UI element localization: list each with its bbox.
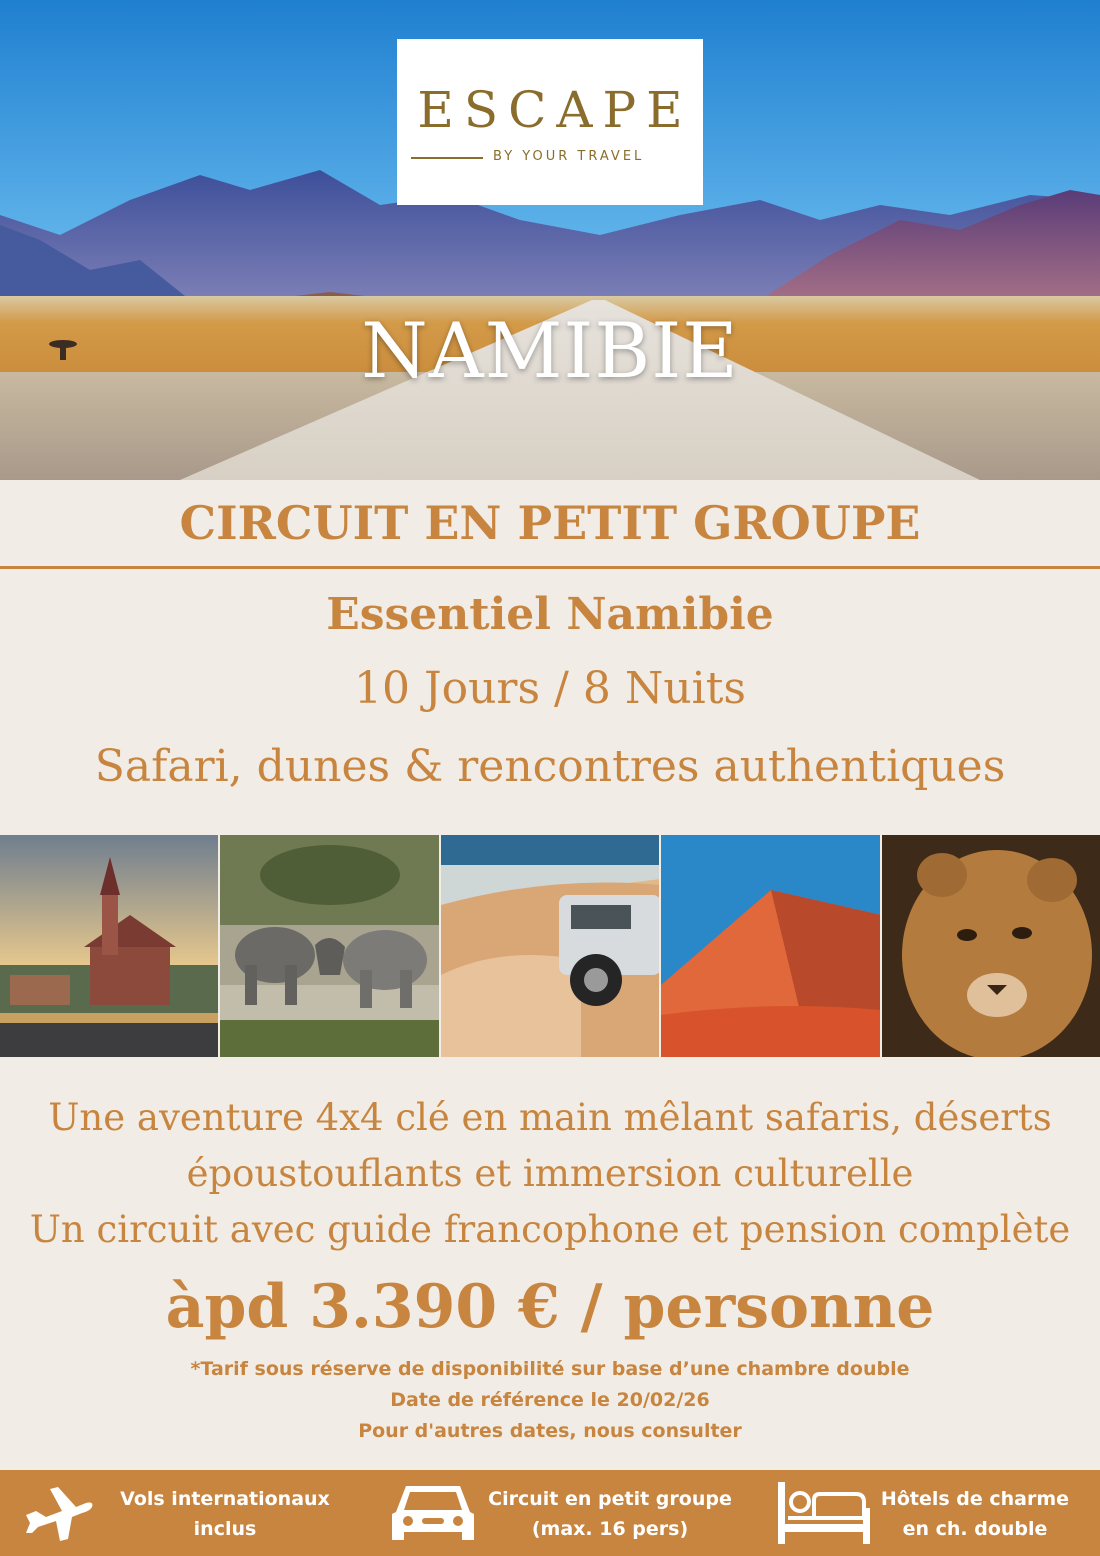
car-icon [388,1478,478,1554]
trip-name: Essentiel Namibie [326,589,774,640]
photo-strip [0,835,1100,1057]
logo-tagline: BY YOUR TRAVEL [493,149,645,164]
description-line-3: Un circuit avec guide francophone et pension complète [29,1208,1071,1251]
description-line-2: époustouflants et immersion culturelle [186,1152,914,1195]
feature-flights [0,1470,360,1556]
airplane-icon [22,1481,94,1549]
price-note-reference-date: Date de référence le 20/02/26 [390,1389,710,1411]
photo-elephants [220,835,438,1057]
photo-4x4-dunes [441,835,659,1057]
photo-red-dune [661,835,879,1057]
feature-hotels-line-2: en ch. double [902,1518,1048,1540]
hero-banner [0,0,1100,480]
price-note-conditions: *Tarif sous réserve de disponibilité sur base d’une chambre double [190,1358,910,1380]
destination-title: NAMIBIE [361,306,739,395]
photo-lioness [882,835,1100,1057]
brand-logo [397,39,703,205]
feature-group-tour-line-2: (max. 16 pers) [531,1518,689,1540]
feature-hotels-line-1: Hôtels de charme [880,1488,1070,1510]
feature-group-tour [380,1470,750,1556]
photo-christ-church [0,835,218,1057]
price: àpd 3.390 € / personne [165,1272,935,1342]
description-line-1: Une aventure 4x4 clé en main mêlant safaris, déserts [48,1096,1052,1139]
feature-flights-line-2: inclus [193,1518,257,1540]
circuit-type-heading: CIRCUIT EN PETIT GROUPE [179,496,921,550]
feature-hotels [770,1470,1100,1556]
trip-duration: 10 Jours / 8 Nuits [353,663,746,714]
feature-flights-line-1: Vols internationaux [120,1488,330,1510]
price-note-other-dates: Pour d'autres dates, nous consulter [358,1420,742,1442]
logo-rule [411,157,483,159]
logo-wordmark: ESCAPE [417,81,693,139]
section-divider [0,566,1100,569]
feature-group-tour-line-1: Circuit en petit groupe [488,1488,732,1510]
features-bar [0,1470,1100,1556]
bed-icon [776,1478,872,1552]
trip-tagline: Safari, dunes & rencontres authentiques [94,741,1006,792]
